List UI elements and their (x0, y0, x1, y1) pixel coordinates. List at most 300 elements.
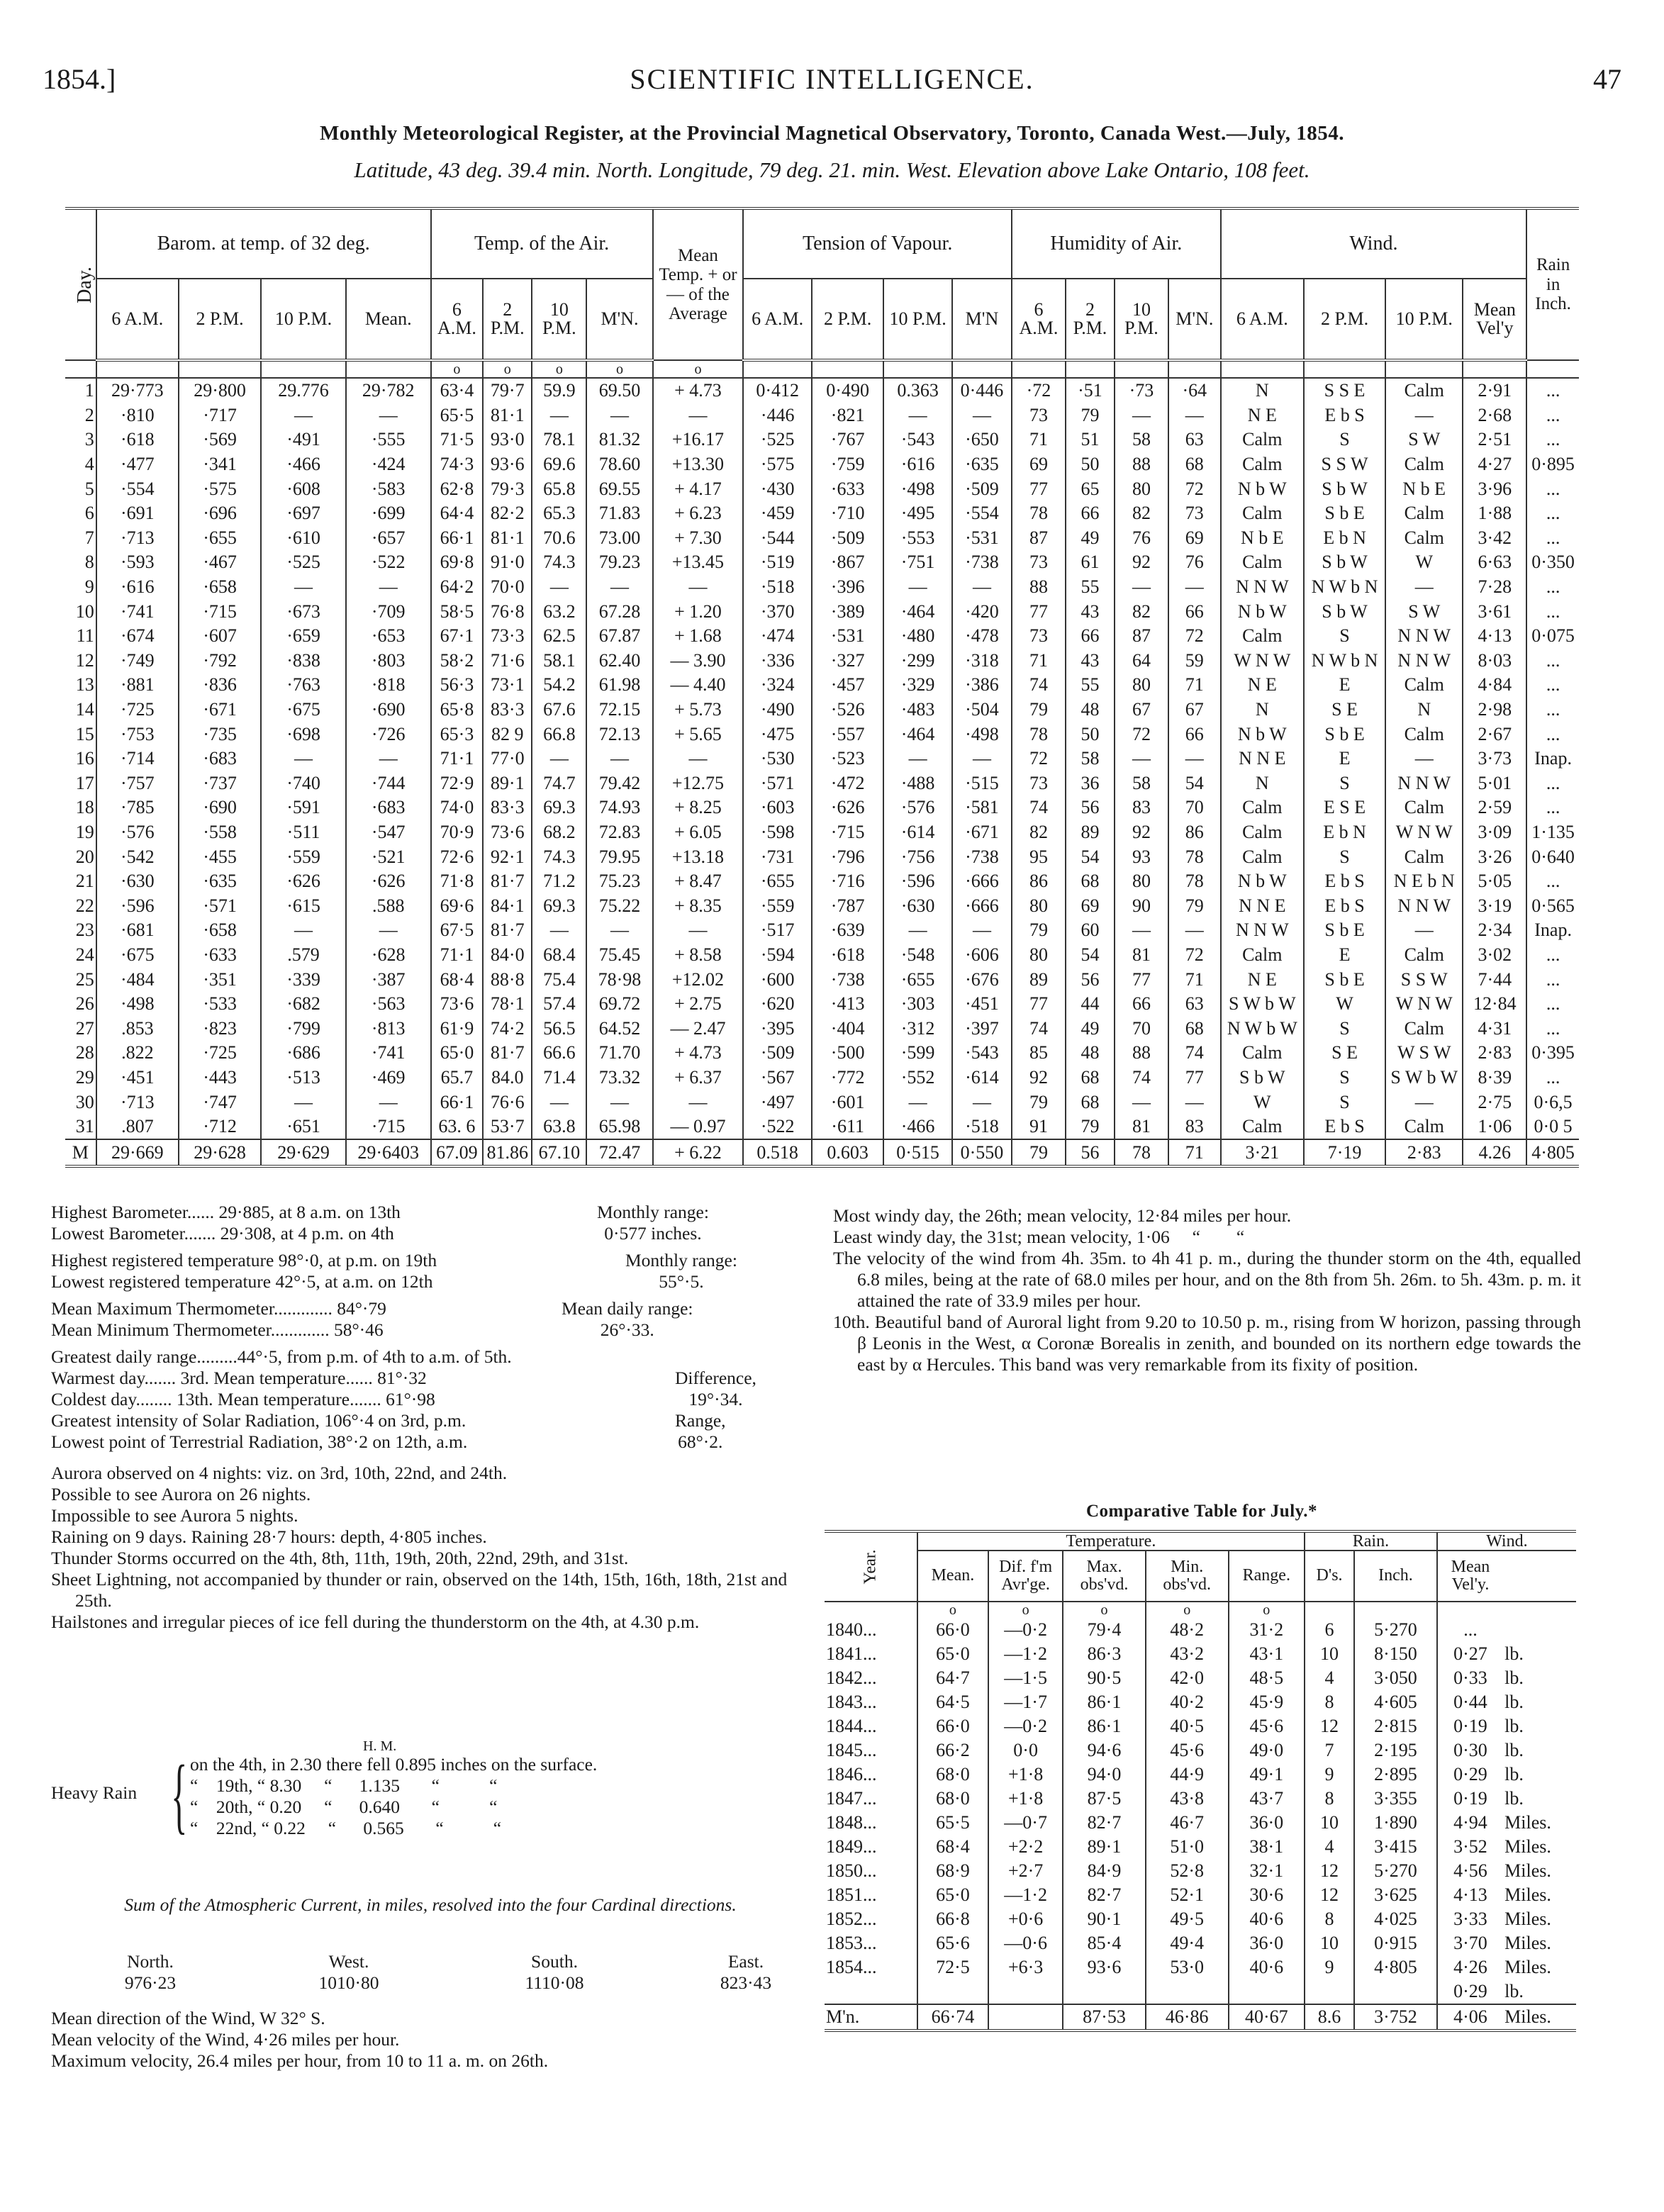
data-cell: ·763 (261, 673, 346, 698)
data-cell: ·813 (346, 1016, 431, 1041)
data-cell: ... (1526, 501, 1579, 526)
data-cell: 56·3 (431, 673, 484, 698)
day-cell: 31 (75, 1116, 94, 1137)
data-cell: 72·6 (431, 844, 484, 869)
data-cell: ·571 (743, 771, 812, 796)
data-cell (1354, 1979, 1437, 2004)
data-cell: ·324 (743, 673, 812, 698)
data-cell: 74 (1012, 673, 1066, 698)
data-cell: 74 (1115, 1066, 1168, 1090)
data-cell: S (1304, 771, 1385, 796)
data-cell: 93·6 (1063, 1955, 1146, 1979)
data-cell: 71.2 (532, 869, 586, 894)
table-row (825, 1666, 1576, 1690)
data-cell: E (1304, 943, 1385, 968)
data-cell: ·451 (952, 992, 1012, 1017)
data-cell: 69.72 (586, 992, 652, 1017)
data-cell: ·474 (743, 624, 812, 649)
data-cell: 82·2 (483, 501, 532, 526)
data-cell: 74 (1168, 1041, 1221, 1066)
data-cell: S S E (1304, 378, 1385, 403)
data-cell: 80 (1115, 673, 1168, 698)
data-cell: 70 (1115, 1016, 1168, 1041)
data-cell: 0·19 (1437, 1714, 1503, 1738)
data-cell: — (1385, 918, 1463, 943)
column-header: 2 P.M. (483, 279, 532, 360)
data-cell: lb. (1504, 1981, 1524, 2001)
data-cell: ·509 (812, 526, 883, 551)
data-cell: lb. (1504, 1668, 1524, 1688)
data-cell: 58 (1115, 771, 1168, 796)
data-cell: 5·270 (1354, 1618, 1437, 1642)
data-cell: ·483 (883, 698, 952, 722)
barometer-summary (51, 1202, 810, 1244)
data-cell: ·709 (346, 599, 431, 624)
data-cell: + 8.47 (653, 869, 744, 894)
data-cell: 73·6 (431, 992, 484, 1017)
data-cell: ·396 (812, 575, 883, 600)
data-cell: 3·42 (1463, 526, 1526, 551)
data-cell: 30·6 (1229, 1883, 1305, 1907)
heavy-rain-brace: { (171, 1748, 188, 1842)
data-cell: ·651 (261, 1115, 346, 1140)
year-cell: 1854... (826, 1957, 877, 1977)
data-cell: 3·52 (1437, 1835, 1503, 1859)
data-cell: ·477 (96, 452, 179, 477)
data-cell: ·673 (261, 599, 346, 624)
data-cell: 1·06 (1463, 1115, 1526, 1140)
data-cell: 80 (1012, 943, 1066, 968)
data-cell: 40·2 (1146, 1690, 1229, 1714)
data-cell: 54.2 (532, 673, 586, 698)
data-cell: ·519 (743, 550, 812, 575)
mean-cell: 67.09 (431, 1139, 484, 1166)
mean-cell: 56 (1066, 1139, 1115, 1166)
data-cell: ·799 (261, 1016, 346, 1041)
data-cell: ·614 (883, 820, 952, 845)
data-cell: 61 (1066, 550, 1115, 575)
data-cell: ·767 (812, 428, 883, 452)
data-cell: ·504 (952, 698, 1012, 722)
data-cell: —0·2 (988, 1714, 1063, 1738)
year-header: Year. (825, 1531, 917, 1602)
data-cell: 2·34 (1463, 918, 1526, 943)
data-cell: 68 (1168, 452, 1221, 477)
column-header: M'N. (586, 279, 652, 360)
data-cell: 86·1 (1063, 1714, 1146, 1738)
data-cell (1146, 1979, 1229, 2004)
data-cell: ·491 (261, 428, 346, 452)
data-cell: 52·1 (1146, 1883, 1229, 1907)
data-cell: ·404 (812, 1016, 883, 1041)
mean-cell: 8.6 (1305, 2004, 1354, 2031)
data-cell: ·620 (743, 992, 812, 1017)
table-row (65, 747, 1579, 771)
data-cell: 9 (1305, 1955, 1354, 1979)
terrestrial-radiation: Lowest point of Terrestrial Radiation, 38°·2 on 12th, a.m. (51, 1431, 468, 1452)
data-cell: N (1221, 771, 1304, 796)
data-cell: — (1168, 918, 1221, 943)
data-cell: S b W (1221, 1066, 1304, 1090)
data-cell: ·821 (812, 403, 883, 428)
data-cell: + 1.68 (653, 624, 744, 649)
column-header: M'N. (1168, 279, 1221, 360)
table-row (65, 476, 1579, 501)
column-header: Range. (1229, 1551, 1305, 1602)
unit-mark (1354, 1602, 1437, 1618)
data-cell: S E (1304, 1041, 1385, 1066)
data-cell: 65·0 (917, 1642, 988, 1666)
data-cell: —0·7 (988, 1811, 1063, 1835)
data-cell: S b E (1304, 722, 1385, 747)
heavy-rain-row: “ 22nd, “ 0.22 “ 0.565 “ “ (190, 1818, 502, 1838)
data-cell: ·455 (179, 844, 261, 869)
data-cell: 43 (1066, 599, 1115, 624)
data-cell: ·653 (346, 624, 431, 649)
data-cell: 1·135 (1526, 820, 1579, 845)
data-cell: ·600 (743, 967, 812, 992)
table-row (825, 1931, 1576, 1955)
data-cell: 71·1 (431, 943, 484, 968)
data-cell: ·533 (179, 992, 261, 1017)
data-cell: ·498 (96, 992, 179, 1017)
table-row (65, 943, 1579, 968)
radiation-summary (51, 1410, 810, 1453)
data-cell: ·513 (261, 1066, 346, 1090)
data-cell: 69.6 (532, 452, 586, 477)
data-cell: 64·2 (431, 575, 484, 600)
table-row (65, 501, 1579, 526)
mean-cell: + 6.22 (653, 1139, 744, 1166)
data-cell: ... (1526, 722, 1579, 747)
day-cell: 20 (75, 846, 94, 867)
data-cell: N W b W (1221, 1016, 1304, 1041)
data-cell: ·451 (96, 1066, 179, 1090)
data-cell: ·606 (952, 943, 1012, 968)
data-cell: 8 (1305, 1787, 1354, 1811)
data-cell: 49·0 (1229, 1738, 1305, 1763)
meteorological-register-table (65, 207, 1579, 1168)
data-cell: 93 (1115, 844, 1168, 869)
data-cell: ·386 (952, 673, 1012, 698)
data-cell: — (532, 747, 586, 771)
column-header: Mean. (346, 279, 431, 360)
data-cell: ·757 (96, 771, 179, 796)
data-cell: 72·5 (917, 1955, 988, 1979)
mean-cell: 72.47 (586, 1139, 652, 1166)
data-cell: 75.22 (586, 893, 652, 918)
data-cell: 4·84 (1463, 673, 1526, 698)
data-cell: N N W (1385, 624, 1463, 649)
unit-mark: o (532, 360, 586, 378)
data-cell: Calm (1221, 501, 1304, 526)
day-cell: 25 (75, 968, 94, 990)
data-cell: ·796 (812, 844, 883, 869)
data-cell: 75.45 (586, 943, 652, 968)
data-cell: + 6.23 (653, 501, 744, 526)
data-cell: 2·83 (1463, 1041, 1526, 1066)
day-cell: 30 (75, 1091, 94, 1112)
data-cell: 70·0 (483, 575, 532, 600)
data-cell: 81·7 (483, 1041, 532, 1066)
data-cell: 29·782 (346, 378, 431, 403)
header-running-title: SCIENTIFIC INTELLIGENCE. (630, 63, 1034, 95)
data-cell: ·618 (96, 428, 179, 452)
data-cell: +13.30 (653, 452, 744, 477)
data-cell: ·299 (883, 649, 952, 674)
data-cell: ·738 (952, 844, 1012, 869)
data-cell: 2·67 (1463, 722, 1526, 747)
data-cell: 79·3 (483, 476, 532, 501)
data-cell: 65.3 (532, 501, 586, 526)
data-cell: 72.15 (586, 698, 652, 722)
data-cell: ·73 (1115, 378, 1168, 403)
data-cell: 79 (1012, 1090, 1066, 1115)
data-cell: 58 (1066, 747, 1115, 771)
data-cell: 69.3 (532, 795, 586, 820)
data-cell: 72 (1168, 943, 1221, 968)
data-cell: N b W (1221, 869, 1304, 894)
days-difference: Difference, 19°·34. (675, 1368, 756, 1409)
data-cell: ·576 (96, 820, 179, 845)
data-cell: 69.3 (532, 893, 586, 918)
data-cell: — (653, 575, 744, 600)
data-cell: 4 (1305, 1666, 1354, 1690)
data-cell: —1·5 (988, 1666, 1063, 1690)
data-cell: 45·6 (1146, 1738, 1229, 1763)
data-cell: 78·98 (586, 967, 652, 992)
column-header: 2 P.M. (1066, 279, 1115, 360)
data-cell: ·469 (346, 1066, 431, 1090)
data-cell: ·747 (179, 1090, 261, 1115)
data-cell: — (1168, 1090, 1221, 1115)
day-cell: 13 (75, 674, 94, 696)
header-page-number: 47 (1593, 63, 1621, 95)
data-cell: .588 (346, 893, 431, 918)
mean-row (65, 1139, 1579, 1166)
data-cell: N N W (1221, 575, 1304, 600)
barom-group-header: Barom. at temp. of 32 deg. (96, 208, 431, 279)
table-row (825, 1883, 1576, 1907)
data-cell: ·671 (179, 698, 261, 722)
mean-cell: 66·74 (917, 2004, 988, 2031)
data-cell: ·389 (812, 599, 883, 624)
data-cell: ·522 (346, 550, 431, 575)
data-cell: 2·51 (1463, 428, 1526, 452)
data-cell: 46·7 (1146, 1811, 1229, 1835)
unit-mark (1463, 360, 1526, 378)
data-cell: ·583 (346, 476, 431, 501)
data-cell: S E (1304, 698, 1385, 722)
data-cell: +13.18 (653, 844, 744, 869)
data-cell: 65.7 (431, 1066, 484, 1090)
data-cell: Calm (1221, 452, 1304, 477)
year-cell: 1849... (826, 1836, 877, 1857)
data-cell: E b S (1304, 1115, 1385, 1140)
data-cell: W (1221, 1090, 1304, 1115)
data-cell: +12.75 (653, 771, 744, 796)
table-row (65, 844, 1579, 869)
data-cell: ·675 (261, 698, 346, 722)
data-cell: 69 (1012, 452, 1066, 477)
data-cell: ·756 (883, 844, 952, 869)
data-cell: W (1304, 992, 1385, 1017)
data-cell: 68·0 (917, 1763, 988, 1787)
data-cell: ·336 (743, 649, 812, 674)
data-cell: 52·8 (1146, 1859, 1229, 1883)
data-cell: 58 (1115, 428, 1168, 452)
data-cell: 65·5 (917, 1811, 988, 1835)
heavy-rain-row: “ 20th, “ 0.20 “ 0.640 “ “ (190, 1797, 498, 1817)
mean-cell: 0·515 (883, 1139, 952, 1166)
data-cell: ·738 (952, 550, 1012, 575)
data-cell: + 4.73 (653, 1041, 744, 1066)
data-cell: 90·1 (1063, 1907, 1146, 1931)
table-row (65, 599, 1579, 624)
data-cell: 58.1 (532, 649, 586, 674)
data-cell: ·397 (952, 1016, 1012, 1041)
data-cell: ·395 (743, 1016, 812, 1041)
data-cell: 0·27 (1437, 1642, 1503, 1666)
data-cell: 0·490 (812, 378, 883, 403)
data-cell: Inap. (1526, 747, 1579, 771)
data-cell: ·339 (261, 967, 346, 992)
data-cell: E b N (1304, 820, 1385, 845)
data-cell: 74.93 (586, 795, 652, 820)
temperature-summary (51, 1250, 810, 1292)
data-cell: Calm (1221, 1115, 1304, 1140)
data-cell: 86 (1168, 820, 1221, 845)
mean-cell: 81.86 (483, 1139, 532, 1166)
data-cell: — (653, 747, 744, 771)
data-cell: ·682 (261, 992, 346, 1017)
data-cell: ... (1526, 599, 1579, 624)
data-cell: Miles. (1504, 1836, 1551, 1857)
data-cell: 74 (1012, 1016, 1066, 1041)
day-cell: 27 (75, 1017, 94, 1039)
data-cell: — (261, 403, 346, 428)
data-cell: ·571 (179, 893, 261, 918)
data-cell: 78 (1168, 844, 1221, 869)
data-cell: 56.5 (532, 1016, 586, 1041)
data-cell: ·610 (261, 526, 346, 551)
data-cell: + 6.05 (653, 820, 744, 845)
data-cell (1229, 1979, 1305, 2004)
data-cell: 90·5 (1063, 1666, 1146, 1690)
data-cell: + 6.37 (653, 1066, 744, 1090)
column-header: 6 A.M. (96, 279, 179, 360)
max-wind-velocity: Maximum velocity, 26.4 miles per hour, from 10 to 11 a. m. on 26th. (51, 2050, 549, 2071)
data-cell: N N W (1385, 649, 1463, 674)
data-cell: ·635 (952, 452, 1012, 477)
unit-mark: o (586, 360, 652, 378)
wind-summary (51, 2008, 810, 2072)
table-row (825, 1642, 1576, 1666)
data-cell: — (653, 918, 744, 943)
data-cell: ·749 (96, 649, 179, 674)
data-cell: — (1115, 403, 1168, 428)
data-cell: 66.6 (532, 1041, 586, 1066)
data-cell: ·666 (952, 893, 1012, 918)
data-cell: 79 (1012, 918, 1066, 943)
data-cell: ·464 (883, 599, 952, 624)
data-cell: 78 (1168, 869, 1221, 894)
unit-mark (812, 360, 883, 378)
data-cell: 64·4 (431, 501, 484, 526)
unit-mark (1503, 1602, 1576, 1618)
mean-cell: 4·06 (1437, 2004, 1503, 2031)
data-cell: ·554 (952, 501, 1012, 526)
unit-mark (883, 360, 952, 378)
data-cell: — (586, 403, 652, 428)
data-cell: 4·13 (1463, 624, 1526, 649)
data-cell: 71·6 (483, 649, 532, 674)
data-cell: 63·4 (431, 378, 484, 403)
data-cell: 3·33 (1437, 1907, 1503, 1931)
data-cell: ·490 (743, 698, 812, 722)
data-cell: ·626 (812, 795, 883, 820)
data-cell: 51 (1066, 428, 1115, 452)
data-cell: 3·61 (1463, 599, 1526, 624)
data-cell: 44·9 (1146, 1763, 1229, 1787)
mean-cell: 3·21 (1221, 1139, 1304, 1166)
vapour-group-header: Tension of Vapour. (743, 208, 1012, 279)
data-cell: 0·44 (1437, 1690, 1503, 1714)
greatest-daily-range: Greatest daily range.........44°·5, from p.m. of 4th to a.m. of 5th. (51, 1346, 512, 1367)
data-cell: 71 (1168, 673, 1221, 698)
column-header: Inch. (1354, 1551, 1437, 1602)
thunder-storms: Thunder Storms occurred on the 4th, 8th, 11th, 19th, 20th, 22nd, 29th, and 31st. (51, 1548, 629, 1568)
data-cell: ·446 (743, 403, 812, 428)
data-cell: 74·0 (431, 795, 484, 820)
data-cell: ... (1526, 698, 1579, 722)
unit-mark: o (653, 360, 744, 378)
data-cell: 74·2 (483, 1016, 532, 1041)
data-cell: 0.363 (883, 378, 952, 403)
data-cell: 72 (1168, 476, 1221, 501)
data-cell: 0·075 (1526, 624, 1579, 649)
data-cell: Miles. (1504, 1860, 1551, 1881)
table-row (65, 918, 1579, 943)
data-cell: 62.40 (586, 649, 652, 674)
data-cell: — (1115, 747, 1168, 771)
register-subtitle: Latitude, 43 deg. 39.4 min. North. Longitude, 79 deg. 21. min. West. Elevation above Lake Ontario, 108 feet. (354, 157, 1310, 182)
year-cell: 1852... (826, 1909, 877, 1929)
table-row (65, 1016, 1579, 1041)
data-cell: Miles. (1504, 1933, 1551, 1953)
data-cell: 71·8 (431, 869, 484, 894)
data-cell: Miles. (1504, 1812, 1551, 1833)
data-cell: ·735 (179, 722, 261, 747)
data-cell: 54 (1066, 844, 1115, 869)
data-cell: 66·8 (917, 1907, 988, 1931)
data-cell: 63 (1168, 992, 1221, 1017)
thermometer-range: Mean daily range: 26°·33. (562, 1298, 693, 1340)
data-cell: — (1168, 403, 1221, 428)
data-cell: ·710 (812, 501, 883, 526)
data-cell: N N W (1221, 918, 1304, 943)
data-cell: E b S (1304, 403, 1385, 428)
hailstones: Hailstones and irregular pieces of ice fell during the thunderstorm on the 4th, at 4.30 p.m. (51, 1611, 700, 1632)
temperature-group-header: Temperature. (917, 1531, 1305, 1551)
data-cell: 3·96 (1463, 476, 1526, 501)
table-row (65, 1066, 1579, 1090)
mean-cell: 7·19 (1304, 1139, 1385, 1166)
data-cell: ·598 (743, 820, 812, 845)
column-header: 10 P.M. (1385, 279, 1463, 360)
header-year: 1854.] (43, 63, 116, 95)
unit-mark (1437, 1602, 1503, 1618)
